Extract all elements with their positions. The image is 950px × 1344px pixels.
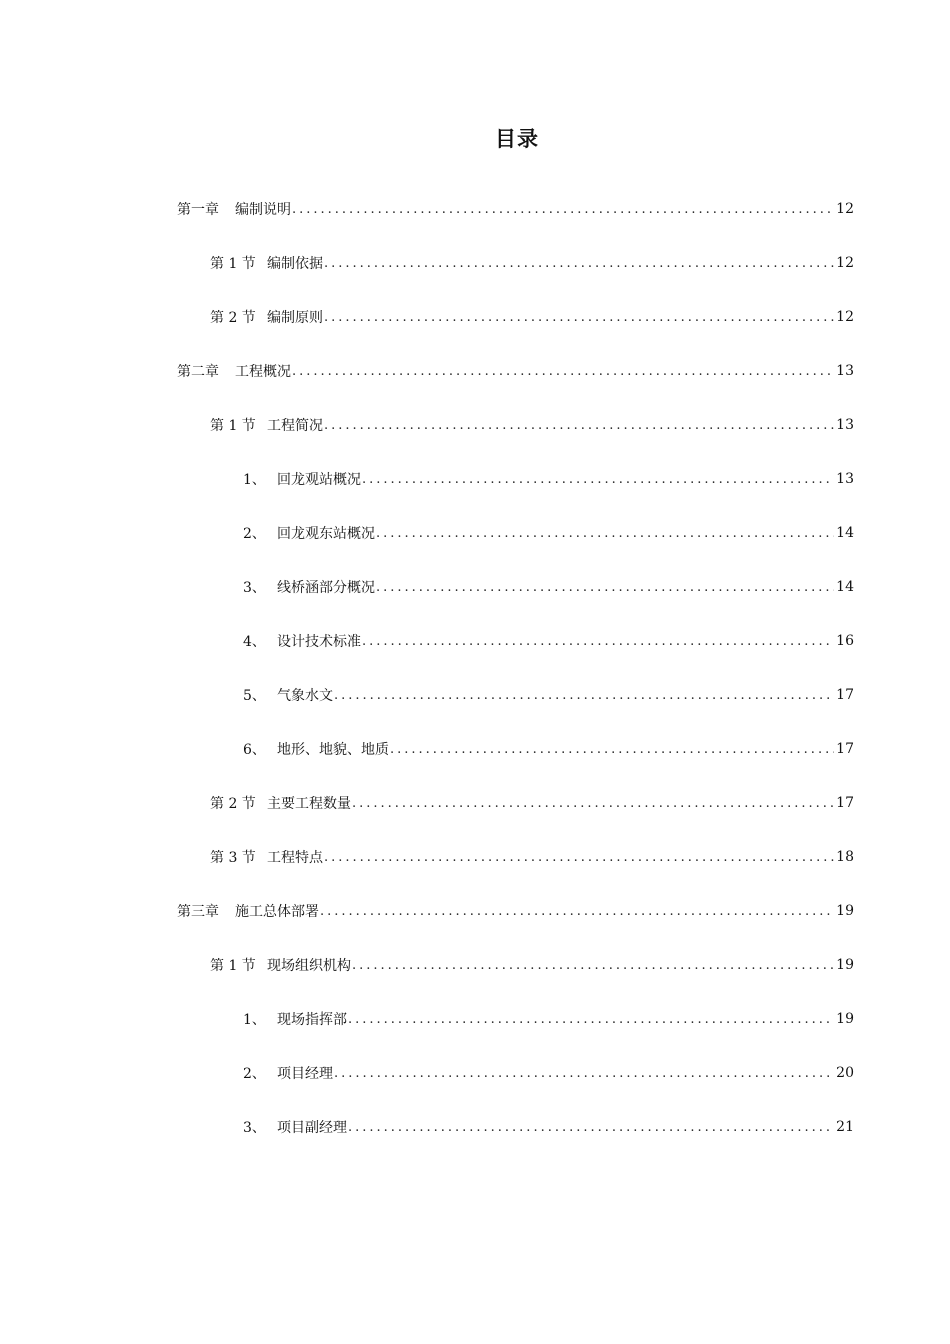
toc-entry-number: 1、: [243, 1012, 266, 1028]
toc-entry-number: 1、: [243, 472, 266, 488]
dot-leader: [352, 796, 834, 811]
toc-entry-title: 项目副经理: [277, 1120, 347, 1136]
toc-entry-label: [210, 793, 351, 813]
toc-entry[interactable]: [0, 722, 950, 776]
toc-entry-title: 设计技术标准: [277, 634, 361, 650]
toc-entry[interactable]: [0, 398, 950, 452]
toc-entry[interactable]: [0, 776, 950, 830]
toc-entry-title: 编制依据: [267, 256, 323, 272]
toc-entry-page-number: 14: [836, 525, 854, 541]
toc-entry-title: 气象水文: [277, 688, 333, 704]
dot-leader: [376, 526, 834, 541]
toc-entry-number: 第 1 节: [210, 256, 256, 272]
toc-entry-title: 现场组织机构: [267, 958, 351, 974]
toc-entry[interactable]: [0, 992, 950, 1046]
toc-entry[interactable]: [0, 668, 950, 722]
toc-entry-title: 线桥涵部分概况: [277, 580, 375, 596]
toc-entry-page-number: 13: [836, 363, 854, 379]
toc-entry-title: 回龙观站概况: [277, 472, 361, 488]
toc-entry-title: 施工总体部署: [235, 904, 319, 920]
toc-entry-title: 编制说明: [235, 202, 291, 218]
dot-leader: [362, 472, 834, 487]
page-title: 目录: [495, 127, 539, 151]
dot-leader: [324, 256, 834, 271]
toc-entry[interactable]: [0, 1100, 950, 1154]
toc-entry[interactable]: [0, 830, 950, 884]
dot-leader: [292, 202, 834, 217]
dot-leader: [324, 310, 834, 325]
toc-entry-label: [177, 361, 291, 381]
toc-entry-label: [243, 1117, 347, 1137]
toc-entry-page-number: 17: [836, 687, 854, 703]
table-of-contents: [0, 182, 950, 1154]
dot-leader: [320, 904, 834, 919]
toc-entry-title: 现场指挥部: [277, 1012, 347, 1028]
toc-entry-number: 第 2 节: [210, 796, 256, 812]
toc-entry-title: 工程简况: [267, 418, 323, 434]
toc-entry-label: [243, 631, 361, 651]
dot-leader: [348, 1120, 834, 1135]
dot-leader: [376, 580, 834, 595]
dot-leader: [334, 688, 834, 703]
toc-entry-page-number: 13: [836, 471, 854, 487]
toc-entry-number: 第 2 节: [210, 310, 256, 326]
toc-entry-label: [177, 901, 319, 921]
toc-entry[interactable]: [0, 344, 950, 398]
toc-entry-number: 3、: [243, 580, 266, 596]
dot-leader: [390, 742, 834, 757]
toc-entry-label: [243, 469, 361, 489]
toc-entry[interactable]: [0, 506, 950, 560]
toc-entry-page-number: 14: [836, 579, 854, 595]
toc-entry-page-number: 12: [836, 201, 854, 217]
toc-entry-title: 地形、地貌、地质: [277, 742, 389, 758]
dot-leader: [334, 1066, 834, 1081]
toc-entry-number: 第三章: [177, 904, 219, 920]
toc-entry-number: 第一章: [177, 202, 219, 218]
toc-entry-page-number: 16: [836, 633, 854, 649]
toc-entry-page-number: 13: [836, 417, 854, 433]
toc-entry-label: [243, 577, 375, 597]
toc-entry-label: [210, 307, 323, 327]
toc-entry-label: [243, 1009, 347, 1029]
toc-entry-number: 第二章: [177, 364, 219, 380]
toc-entry[interactable]: [0, 290, 950, 344]
toc-entry-number: 4、: [243, 634, 266, 650]
toc-entry-label: [210, 253, 323, 273]
toc-entry[interactable]: [0, 560, 950, 614]
toc-entry-number: 5、: [243, 688, 266, 704]
toc-entry-number: 6、: [243, 742, 266, 758]
toc-entry-page-number: 17: [836, 741, 854, 757]
toc-entry-label: [210, 847, 323, 867]
toc-entry-number: 3、: [243, 1120, 266, 1136]
toc-entry-title: 工程特点: [267, 850, 323, 866]
toc-entry-page-number: 17: [836, 795, 854, 811]
toc-entry-label: [210, 415, 323, 435]
dot-leader: [348, 1012, 834, 1027]
toc-entry-number: 第 1 节: [210, 958, 256, 974]
toc-entry-page-number: 12: [836, 309, 854, 325]
toc-entry-label: [177, 199, 291, 219]
toc-entry-page-number: 20: [836, 1065, 854, 1081]
dot-leader: [324, 418, 834, 433]
toc-entry[interactable]: [0, 182, 950, 236]
toc-entry[interactable]: [0, 1046, 950, 1100]
dot-leader: [292, 364, 834, 379]
toc-entry-page-number: 18: [836, 849, 854, 865]
toc-entry[interactable]: [0, 938, 950, 992]
toc-entry-label: [243, 1063, 333, 1083]
toc-entry-number: 2、: [243, 1066, 266, 1082]
toc-entry-number: 2、: [243, 526, 266, 542]
toc-entry-label: [210, 955, 351, 975]
toc-entry-title: 回龙观东站概况: [277, 526, 375, 542]
toc-entry-page-number: 19: [836, 903, 854, 919]
toc-entry-title: 工程概况: [235, 364, 291, 380]
toc-entry-title: 编制原则: [267, 310, 323, 326]
toc-entry-label: [243, 523, 375, 543]
dot-leader: [352, 958, 834, 973]
toc-entry-page-number: 21: [836, 1119, 854, 1135]
toc-entry-page-number: 12: [836, 255, 854, 271]
toc-entry-page-number: 19: [836, 1011, 854, 1027]
toc-entry[interactable]: [0, 884, 950, 938]
toc-entry[interactable]: [0, 236, 950, 290]
toc-entry-page-number: 19: [836, 957, 854, 973]
toc-entry-title: 项目经理: [277, 1066, 333, 1082]
toc-entry-number: 第 3 节: [210, 850, 256, 866]
toc-entry-title: 主要工程数量: [267, 796, 351, 812]
toc-entry[interactable]: [0, 452, 950, 506]
dot-leader: [324, 850, 834, 865]
toc-entry-label: [243, 739, 389, 759]
dot-leader: [362, 634, 834, 649]
toc-entry-number: 第 1 节: [210, 418, 256, 434]
toc-entry[interactable]: [0, 614, 950, 668]
toc-entry-label: [243, 685, 333, 705]
